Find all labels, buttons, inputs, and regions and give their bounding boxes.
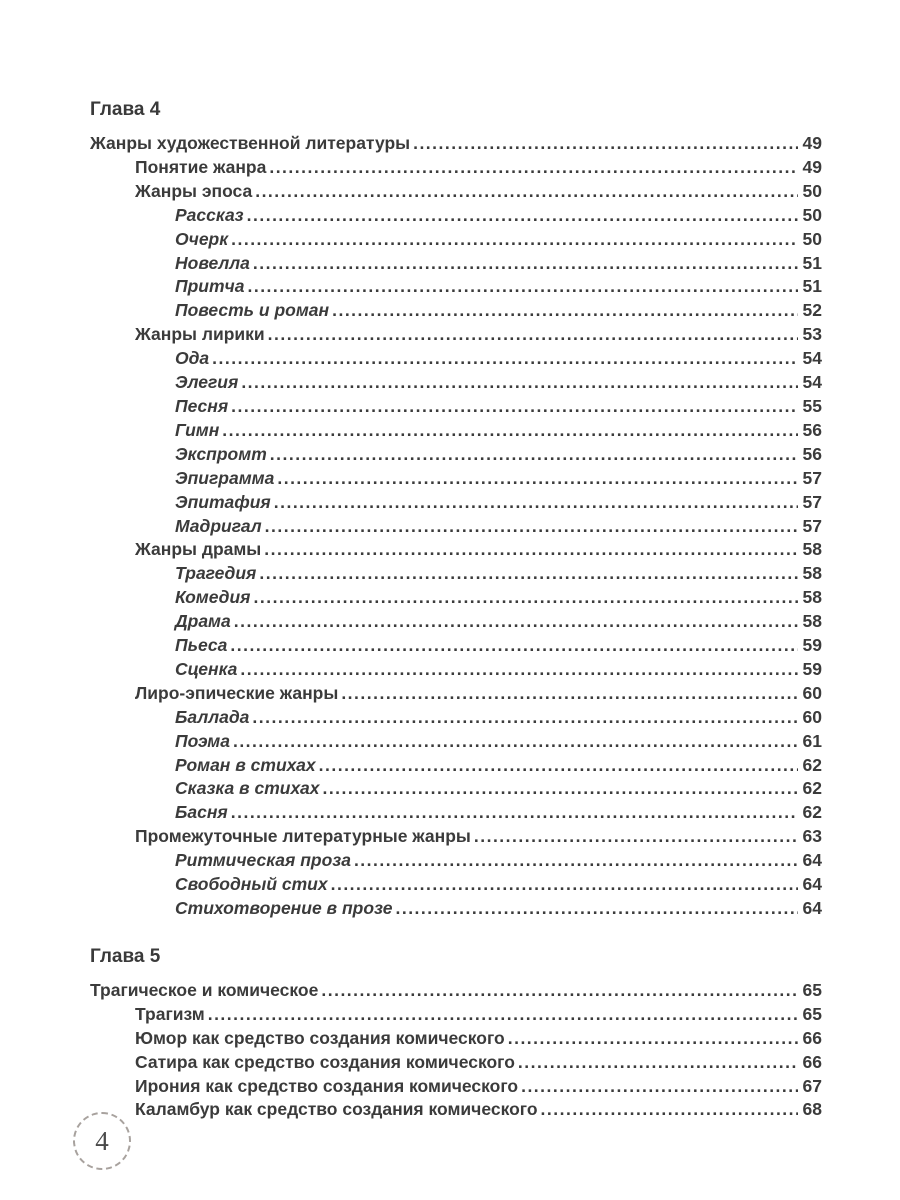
- toc-entry-label: Притча: [175, 276, 245, 297]
- leader-dots: [259, 562, 797, 586]
- toc-entry[interactable]: [90, 1003, 822, 1027]
- toc-entry-label: Свободный стих: [175, 874, 328, 895]
- page-number-badge: [73, 1112, 131, 1170]
- toc-entry[interactable]: [90, 228, 822, 252]
- table-of-contents: [90, 98, 822, 1122]
- leader-dots: [264, 538, 797, 562]
- toc-entry-label: Промежуточные литературные жанры: [135, 826, 471, 847]
- toc-entry-label: Трагизм: [135, 1003, 205, 1024]
- toc-entry-label: Жанры художественной литературы: [90, 133, 411, 153]
- leader-dots: [413, 132, 797, 156]
- leader-dots: [322, 777, 797, 801]
- toc-entry[interactable]: [90, 754, 822, 778]
- toc-entry-page: 60: [802, 706, 822, 727]
- toc-entry[interactable]: [90, 1075, 822, 1099]
- toc-entry[interactable]: [90, 706, 822, 730]
- toc-entry-label: Новелла: [175, 252, 250, 273]
- toc-entry-label: Каламбур как средство создания комического: [135, 1099, 538, 1120]
- toc-entry[interactable]: [90, 132, 822, 156]
- toc-entry-label: Мадригал: [175, 515, 262, 536]
- toc-entry[interactable]: [90, 395, 822, 419]
- toc-entry-page: 65: [802, 979, 822, 1000]
- toc-entry[interactable]: [90, 491, 822, 515]
- toc-entry-page: 49: [802, 133, 822, 153]
- toc-entry-page: 64: [802, 898, 822, 918]
- toc-entry-label: Трагическое и комическое: [90, 979, 319, 1000]
- leader-dots: [252, 706, 797, 730]
- toc-entry-label: Ирония как средство создания комического: [135, 1075, 519, 1096]
- toc-entry-page: 59: [802, 635, 822, 656]
- toc-entry-label: Эпиграмма: [175, 467, 275, 488]
- toc-entry-page: 67: [802, 1075, 822, 1096]
- toc-entry-page: 66: [802, 1027, 822, 1048]
- leader-dots: [234, 610, 798, 634]
- toc-entry[interactable]: [90, 443, 822, 467]
- toc-entry[interactable]: [90, 204, 822, 228]
- toc-entry-page: 66: [802, 1051, 822, 1072]
- leader-dots: [331, 873, 798, 897]
- toc-entry-page: 51: [802, 252, 822, 273]
- toc-entry-label: Юмор как средство создания комического: [135, 1027, 505, 1048]
- leader-dots: [508, 1027, 798, 1051]
- toc-entry-page: 55: [802, 395, 822, 416]
- leader-dots: [231, 228, 797, 252]
- toc-entry-label: Роман в стихах: [175, 754, 316, 775]
- leader-dots: [474, 825, 798, 849]
- toc-entry-page: 58: [802, 611, 822, 632]
- leader-dots: [208, 1003, 798, 1027]
- toc-entry[interactable]: [90, 979, 822, 1003]
- toc-entry-label: Сказка в стихах: [175, 778, 320, 799]
- leader-dots: [247, 204, 798, 228]
- leader-dots: [240, 658, 797, 682]
- toc-entry-page: 57: [802, 515, 822, 536]
- leader-dots: [354, 849, 798, 873]
- toc-entry-label: Ритмическая проза: [175, 850, 351, 871]
- toc-entry-page: 54: [802, 348, 822, 369]
- toc-entry-label: Понятие жанра: [135, 156, 267, 177]
- toc-entry-page: 63: [802, 826, 822, 847]
- toc-entry[interactable]: [90, 1027, 822, 1051]
- toc-entry-label: Рассказ: [175, 204, 244, 225]
- toc-entry-page: 50: [802, 180, 822, 201]
- leader-dots: [255, 180, 797, 204]
- leader-dots: [231, 395, 797, 419]
- leader-dots: [212, 347, 797, 371]
- leader-dots: [341, 682, 797, 706]
- leader-dots: [321, 979, 797, 1003]
- toc-entry[interactable]: [90, 347, 822, 371]
- toc-entry-label: Эпитафия: [175, 491, 271, 512]
- toc-entry-page: 52: [802, 300, 822, 321]
- toc-entry[interactable]: [90, 1051, 822, 1075]
- leader-dots: [395, 897, 797, 921]
- toc-entry-page: 50: [802, 228, 822, 249]
- toc-entry-page: 61: [802, 730, 822, 751]
- toc-entry[interactable]: [90, 562, 822, 586]
- toc-entry-page: 58: [802, 587, 822, 608]
- toc-entry[interactable]: [90, 371, 822, 395]
- toc-entry-label: Экспромт: [175, 443, 267, 464]
- toc-entry[interactable]: [90, 467, 822, 491]
- toc-entry-label: Трагедия: [175, 563, 257, 584]
- toc-entry-page: 60: [802, 682, 822, 703]
- toc-entry-page: 51: [802, 276, 822, 297]
- toc-entry-page: 57: [802, 491, 822, 512]
- toc-entry-label: Жанры эпоса: [135, 180, 253, 201]
- toc-entry-label: Ода: [175, 348, 210, 369]
- toc-entry[interactable]: [90, 323, 822, 347]
- toc-entry-page: 65: [802, 1003, 822, 1024]
- toc-entry-page: 64: [802, 874, 822, 895]
- toc-entry-label: Драма: [175, 611, 231, 632]
- leader-dots: [254, 586, 798, 610]
- toc-entry[interactable]: [90, 586, 822, 610]
- leader-dots: [319, 754, 798, 778]
- toc-entry-label: Сатира как средство создания комического: [135, 1051, 515, 1072]
- toc-entry-page: 58: [802, 539, 822, 560]
- toc-entry-label: Стихотворение в прозе: [175, 898, 393, 918]
- toc-entry[interactable]: [90, 777, 822, 801]
- leader-dots: [518, 1051, 798, 1075]
- leader-dots: [253, 252, 798, 276]
- toc-entry-page: 57: [802, 467, 822, 488]
- toc-entry-page: 64: [802, 850, 822, 871]
- toc-entry[interactable]: [90, 849, 822, 873]
- toc-entry[interactable]: [90, 682, 822, 706]
- toc-entry-label: Повесть и роман: [175, 300, 330, 321]
- leader-dots: [541, 1098, 798, 1122]
- toc-entry[interactable]: [90, 156, 822, 180]
- toc-entry[interactable]: [90, 252, 822, 276]
- toc-entry-page: 62: [802, 754, 822, 775]
- leader-dots: [269, 156, 797, 180]
- toc-entry[interactable]: [90, 515, 822, 539]
- toc-entry[interactable]: [90, 610, 822, 634]
- toc-entry[interactable]: [90, 801, 822, 825]
- toc-entry-label: Сценка: [175, 658, 238, 679]
- toc-entry[interactable]: [90, 1098, 822, 1122]
- toc-entry-page: 58: [802, 563, 822, 584]
- toc-entry-label: Басня: [175, 802, 228, 823]
- toc-entry[interactable]: [90, 275, 822, 299]
- toc-entry-page: 54: [802, 372, 822, 393]
- toc-entry[interactable]: [90, 634, 822, 658]
- toc-entry[interactable]: [90, 299, 822, 323]
- leader-dots: [265, 515, 798, 539]
- leader-dots: [270, 443, 798, 467]
- toc-entry-label: Очерк: [175, 228, 229, 249]
- toc-entry-page: 50: [802, 204, 822, 225]
- leader-dots: [268, 323, 798, 347]
- toc-entry-page: 56: [802, 419, 822, 440]
- leader-dots: [241, 371, 797, 395]
- chapter-heading: Глава 5: [90, 945, 161, 967]
- toc-entry[interactable]: [90, 180, 822, 204]
- toc-entry[interactable]: [90, 658, 822, 682]
- toc-entry-label: Жанры лирики: [135, 324, 265, 345]
- leader-dots: [233, 730, 798, 754]
- toc-entry-label: Песня: [175, 395, 229, 416]
- toc-entry-label: Поэма: [175, 730, 230, 751]
- toc-entry-label: Комедия: [175, 587, 251, 608]
- leader-dots: [247, 275, 797, 299]
- toc-entry-label: Гимн: [175, 419, 220, 440]
- leader-dots: [521, 1075, 797, 1099]
- toc-entry[interactable]: [90, 873, 822, 897]
- leader-dots: [222, 419, 797, 443]
- toc-entry-page: 68: [802, 1099, 822, 1120]
- toc-entry-label: Баллада: [175, 706, 250, 727]
- toc-entry-page: 56: [802, 443, 822, 464]
- toc-entry-label: Жанры драмы: [135, 539, 262, 560]
- toc-entry[interactable]: [90, 825, 822, 849]
- toc-entry-page: 62: [802, 802, 822, 823]
- leader-dots: [274, 491, 798, 515]
- toc-entry-label: Пьеса: [175, 635, 228, 656]
- leader-dots: [332, 299, 797, 323]
- leader-dots: [277, 467, 797, 491]
- leader-dots: [231, 801, 798, 825]
- toc-entry[interactable]: [90, 897, 822, 921]
- toc-entry-page: 62: [802, 778, 822, 799]
- toc-entry[interactable]: [90, 419, 822, 443]
- chapter-heading: Глава 4: [90, 99, 161, 120]
- toc-entry[interactable]: [90, 730, 822, 754]
- toc-entry-label: Элегия: [175, 372, 239, 393]
- toc-entry-page: 49: [802, 156, 822, 177]
- toc-entry-page: 59: [802, 658, 822, 679]
- page-number: 4: [95, 1125, 109, 1156]
- toc-entry[interactable]: [90, 538, 822, 562]
- toc-entry-page: 53: [802, 324, 822, 345]
- leader-dots: [230, 634, 797, 658]
- toc-entry-label: Лиро-эпические жанры: [135, 682, 339, 703]
